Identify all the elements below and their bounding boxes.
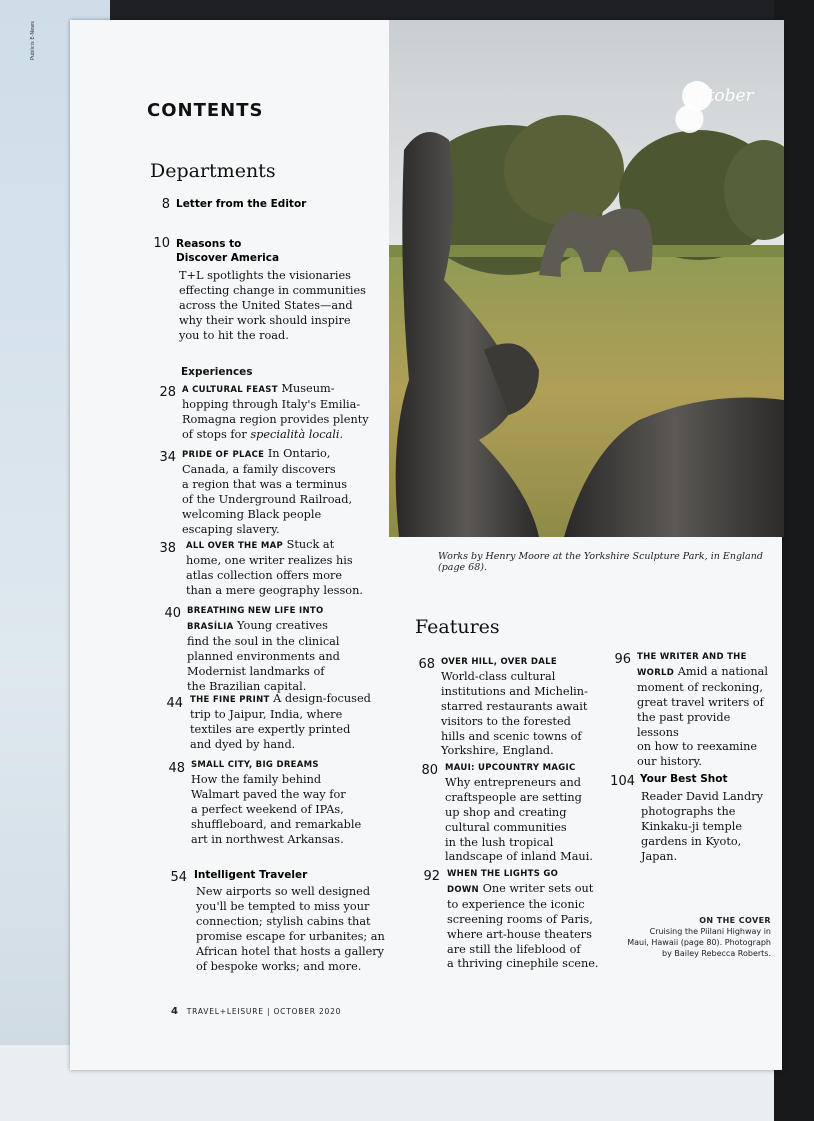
description-line: welcoming Black people: [182, 507, 322, 521]
description-line: New airports so well designed: [196, 885, 371, 898]
description-line: starred restaurants await: [441, 699, 588, 713]
page-number: 104: [610, 774, 635, 789]
page-number: 40: [164, 606, 181, 621]
experiences-label: Experiences: [181, 366, 253, 378]
description-line: planned environments and: [187, 649, 340, 663]
page-number: 8: [161, 197, 170, 212]
description-line: the Brazilian capital.: [187, 679, 307, 693]
october-logo: [680, 76, 770, 116]
description-line: home, one writer realizes his: [186, 553, 353, 567]
description-line: you'll be tempted to miss your: [196, 899, 370, 913]
description-line: Romagna region provides plenty: [182, 412, 369, 426]
description-line: atlas collection offers more: [186, 568, 343, 582]
description-line: to experience the iconic: [447, 897, 585, 911]
description-line: Modernist landmarks of: [187, 664, 325, 678]
description-line: promise escape for urbanites; an: [196, 929, 385, 943]
description-line: and dyed by hand.: [190, 737, 296, 751]
features-heading: Features: [415, 616, 500, 638]
entry-title-line: Discover America: [176, 252, 280, 264]
description-line: T+L spotlights the visionaries: [179, 269, 351, 282]
logo-text: ctober: [698, 86, 754, 106]
entry-title: Letter from the Editor: [176, 198, 307, 210]
description-line: you to hit the road.: [179, 328, 289, 342]
entry-description: [179, 269, 379, 344]
entry-description: [637, 649, 772, 770]
cover-line: by Bailey Rebecca Roberts.: [662, 949, 771, 958]
description-line: the past provide lessons: [637, 710, 731, 739]
entry-description: [182, 382, 392, 443]
description-line: our history.: [637, 755, 702, 769]
entry-label: WHEN THE LIGHTS GO: [447, 869, 559, 879]
description-line: of stops for: [182, 427, 251, 441]
entry-description: [186, 538, 396, 599]
cover-line: Cruising the Piilani Highway in: [649, 927, 771, 936]
description-tail: .: [339, 427, 344, 441]
description-line: Why entrepreneurs and: [445, 775, 582, 789]
description-line: How the family behind: [191, 772, 322, 786]
description-line: escaping slavery.: [182, 522, 280, 536]
page-number: 48: [168, 761, 185, 776]
description-line: institutions and Michelin-: [441, 684, 588, 698]
entry-label: OVER HILL, OVER DALE: [441, 657, 557, 667]
description-line: hills and scenic towns of: [441, 729, 582, 743]
description-line: cultural communities: [445, 820, 567, 834]
description-line: where art-house theaters: [447, 927, 592, 941]
entry-label: SMALL CITY, BIG DREAMS: [191, 760, 319, 770]
footer-text: TRAVEL+LEISURE | OCTOBER 2020: [186, 1007, 342, 1016]
cover-line: Maui, Hawaii (page 80). Photograph: [627, 938, 771, 947]
description-line: a region that was a terminus: [182, 477, 348, 491]
description-line: Canada, a family discovers: [182, 462, 336, 476]
entry-label: ALL OVER THE MAP: [186, 541, 284, 551]
folio-number: 4: [171, 1006, 179, 1017]
description-line: Reader David Landry: [641, 790, 763, 803]
entry-label: DOWN: [447, 884, 479, 895]
description-line: art in northwest Arkansas.: [191, 832, 344, 846]
entry-description: [187, 603, 397, 694]
page-number: 54: [170, 870, 187, 885]
description-line: Yorkshire, England.: [441, 744, 554, 758]
description-line: up shop and creating: [445, 805, 567, 819]
description-line: gardens in Kyoto, Japan.: [641, 834, 742, 863]
description-line: moment of reckoning,: [637, 680, 763, 694]
page-number: 92: [423, 869, 440, 884]
entry-description: [182, 447, 392, 537]
description-line: Stuck at: [286, 538, 335, 551]
description-line: screening rooms of Paris,: [447, 912, 593, 926]
departments-heading: Departments: [150, 160, 276, 182]
october-logo-mark: [680, 76, 770, 116]
entry-description: [191, 757, 401, 847]
description-line: Young creatives: [237, 618, 328, 632]
description-line: why their work should inspire: [179, 313, 351, 327]
page-number: 80: [421, 763, 438, 778]
description-line: World-class cultural: [441, 669, 556, 683]
entry-description: [445, 760, 605, 865]
entry-label: PRIDE OF PLACE: [182, 450, 265, 460]
description-line: on how to reexamine: [637, 740, 758, 754]
page-number: 28: [159, 385, 176, 400]
entry-description: [190, 692, 400, 753]
photo-caption: Works by Henry Moore at the Yorkshire Sculpture Park, in England (page 68).: [438, 551, 763, 573]
page-number: 96: [614, 652, 631, 667]
page-number: 38: [159, 541, 176, 556]
description-line: than a mere geography lesson.: [186, 583, 363, 597]
description-line: of bespoke works; and more.: [196, 959, 362, 973]
description-line: across the United States—and: [179, 298, 353, 312]
description-line: landscape of inland Maui.: [445, 850, 593, 864]
entry-label: WORLD: [637, 667, 675, 678]
entry-label: THE WRITER AND THE: [637, 652, 747, 662]
page-number: 34: [159, 450, 176, 465]
entry-description: [196, 885, 416, 974]
description-line: connection; stylish cabins that: [196, 914, 371, 928]
description-line: African hotel that hosts a gallery: [196, 944, 385, 958]
description-line: In Ontario,: [267, 447, 331, 460]
entry-label: BRASÍLIA: [187, 621, 234, 632]
cover-heading: ON THE COVER: [699, 916, 771, 925]
entry-label: MAUI: UPCOUNTRY MAGIC: [445, 763, 576, 773]
page-number: 44: [166, 696, 183, 711]
entry-title: Your Best Shot: [640, 773, 728, 785]
page-number: 10: [153, 236, 170, 251]
description-line: A design-focused: [273, 692, 371, 705]
description-line: shuffleboard, and remarkable: [191, 817, 362, 831]
description-line: of the Underground Railroad,: [182, 492, 353, 506]
entry-label: BREATHING NEW LIFE INTO: [187, 606, 324, 616]
entry-description: [441, 654, 601, 759]
on-the-cover: [611, 915, 771, 959]
description-line: are still the lifeblood of: [447, 942, 581, 956]
description-line: a perfect weekend of IPAs,: [191, 802, 344, 816]
description-line: photographs the: [641, 804, 736, 818]
page-title: CONTENTS: [147, 100, 264, 121]
description-line: hopping through Italy's Emilia-: [182, 397, 361, 411]
description-line: effecting change in communities: [179, 283, 366, 297]
description-line: Amid a national: [677, 664, 768, 678]
description-line: a thriving cinephile scene.: [447, 957, 599, 971]
entry-label: A CULTURAL FEAST: [182, 385, 278, 395]
entry-label: THE FINE PRINT: [190, 695, 270, 705]
italic-phrase: specialità locali: [250, 427, 340, 441]
page-number: 68: [418, 657, 435, 672]
entry-description: [641, 790, 776, 865]
entry-title: Intelligent Traveler: [194, 869, 308, 881]
description-line: find the soul in the clinical: [187, 634, 340, 648]
description-line: Walmart paved the way for: [191, 787, 346, 801]
sidebar-credit: Publicis E-News: [30, 21, 36, 60]
description-line: in the lush tropical: [445, 835, 554, 849]
description-line: craftspeople are setting: [445, 790, 582, 804]
page-footer: [171, 1006, 341, 1017]
description-line: great travel writers of: [637, 695, 764, 709]
entry-title: [176, 237, 279, 265]
entry-title-line: Reasons to: [176, 238, 242, 250]
description-line: Kinkaku-ji temple: [641, 819, 743, 833]
description-line: Museum-: [281, 382, 335, 395]
description-line: One writer sets out: [482, 881, 594, 895]
entry-description: [447, 866, 607, 972]
description-line: visitors to the forested: [441, 714, 571, 728]
description-line: trip to Jaipur, India, where: [190, 707, 343, 721]
description-line: textiles are expertly printed: [190, 722, 351, 736]
